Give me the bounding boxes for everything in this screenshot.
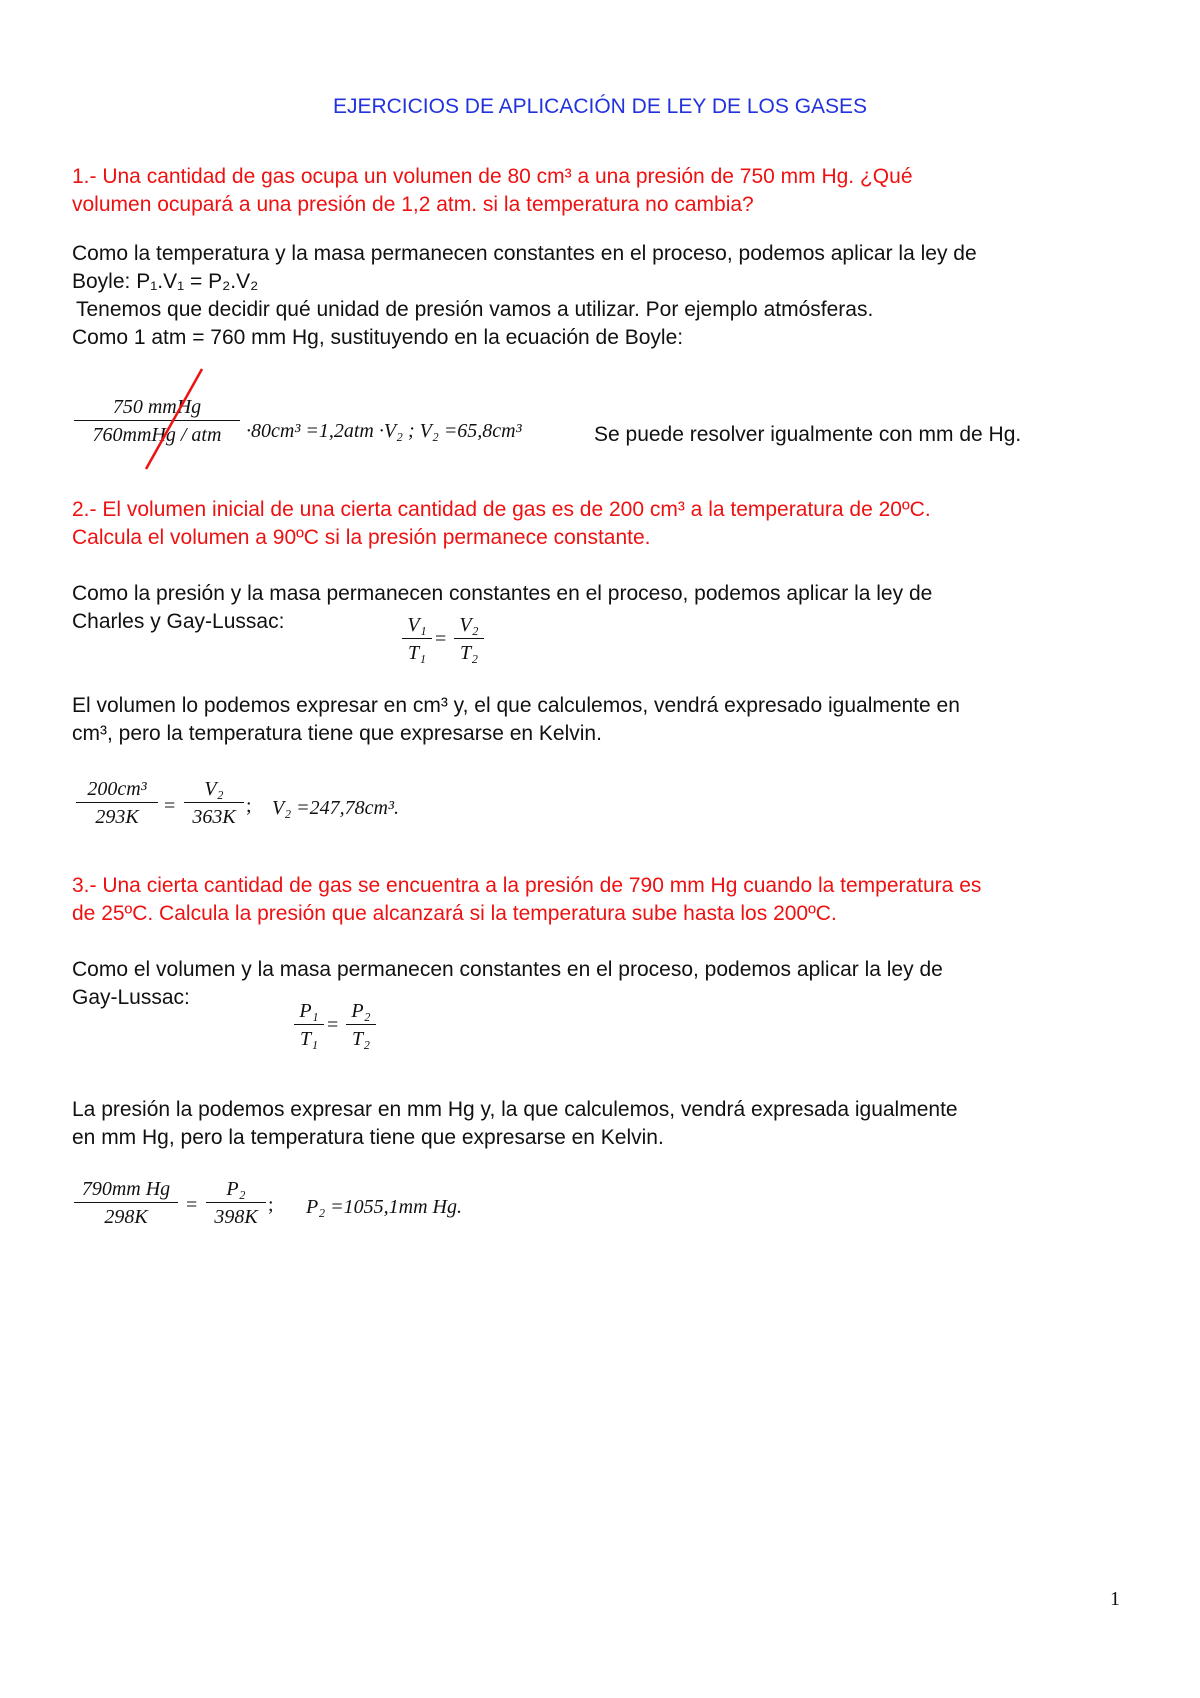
boyle-fraction-denominator: 760mmHg / atm [92, 424, 222, 446]
exercise-2-question-line: Calcula el volumen a 90ºC si la presión permanece constante. [72, 526, 651, 549]
explanation-line: en mm Hg, pero la temperatura tiene que expresarse en Kelvin. [72, 1126, 664, 1149]
semicolon: ; [246, 795, 252, 817]
exercise-2-explanation [72, 580, 1128, 636]
exercise-1-explanation [72, 240, 1128, 352]
exercise-2-question [72, 496, 1128, 552]
exercise-2-units-note [72, 692, 1128, 748]
exercise-3-question-line: de 25ºC. Calcula la presión que alcanzará si la temperatura sube hasta los 200ºC. [72, 902, 837, 925]
explanation-line: Boyle: P₁.V₁ = P₂.V₂ [72, 270, 259, 293]
exercise-1-question-line: 1.- Una cantidad de gas ocupa un volumen de 80 cm³ a una presión de 750 mm Hg. ¿Qué [72, 165, 913, 188]
fraction-denominator: 363K [192, 806, 236, 828]
explanation-line: La presión la podemos expresar en mm Hg y, la que calculemos, vendrá expresada igualmente [72, 1098, 958, 1121]
fraction-numerator: P₂ [346, 1000, 376, 1025]
equals-sign: = [327, 1014, 339, 1036]
fraction-denominator: 298K [104, 1206, 148, 1228]
exercise-1-question [72, 163, 1128, 219]
explanation-line: El volumen lo podemos expresar en cm³ y, el que calculemos, vendrá expresado igualmente en [72, 694, 960, 717]
charles-law-right-fraction [454, 614, 484, 665]
explanation-line: Charles y Gay-Lussac: [72, 610, 285, 633]
boyle-equation-rest: ·80cm³ =1,2atm ·V₂ ; V₂ =65,8cm³ [246, 420, 522, 442]
charles-eq-right-fraction [184, 778, 244, 829]
fraction-numerator: V₂ [184, 778, 244, 803]
equals-sign: = [435, 628, 447, 650]
boyle-fraction-numerator: 750 mmHg [74, 396, 240, 421]
fraction-numerator: 790mm Hg [74, 1178, 178, 1203]
explanation-line: Gay-Lussac: [72, 986, 190, 1009]
explanation-line: Como 1 atm = 760 mm Hg, sustituyendo en la ecuación de Boyle: [72, 326, 684, 349]
charles-eq-left-fraction [76, 778, 158, 829]
page-number: 1 [1110, 1588, 1120, 1610]
fraction-numerator: P₁ [294, 1000, 324, 1025]
gay-lussac-law-right-fraction [346, 1000, 376, 1051]
explanation-line: Como la temperatura y la masa permanecen constantes en el proceso, podemos aplicar la ley de [72, 242, 977, 265]
fraction-denominator: T₂ [351, 1028, 371, 1050]
fraction-denominator: 293K [95, 806, 139, 828]
boyle-equation-note: Se puede resolver igualmente con mm de Hg. [594, 423, 1022, 446]
equals-sign: = [186, 1194, 198, 1216]
exercise-2-question-line: 2.- El volumen inicial de una cierta cantidad de gas es de 200 cm³ a la temperatura de 20ºC. [72, 498, 931, 521]
unit-cancel-strike [140, 365, 210, 475]
fraction-numerator: P₂ [206, 1178, 266, 1203]
exercise-3-units-note [72, 1096, 1128, 1152]
exercise-1-question-line: volumen ocupará a una presión de 1,2 atm. si la temperatura no cambia? [72, 193, 754, 216]
charles-result: V₂ =247,78cm³. [272, 797, 399, 819]
explanation-line: Como el volumen y la masa permanecen constantes en el proceso, podemos aplicar la ley de [72, 958, 943, 981]
gay-lussac-eq-left-fraction [74, 1178, 178, 1229]
document-title: EJERCICIOS DE APLICACIÓN DE LEY DE LOS GASES [332, 95, 868, 118]
gay-lussac-law-left-fraction [294, 1000, 324, 1051]
equals-sign: = [164, 795, 176, 817]
exercise-3-question-line: 3.- Una cierta cantidad de gas se encuentra a la presión de 790 mm Hg cuando la temperatura es [72, 874, 982, 897]
fraction-numerator: 200cm³ [76, 778, 158, 803]
explanation-line: cm³, pero la temperatura tiene que expresarse en Kelvin. [72, 722, 602, 745]
semicolon: ; [268, 1194, 274, 1216]
gay-lussac-result: P₂ =1055,1mm Hg. [306, 1196, 462, 1218]
explanation-line: Como la presión y la masa permanecen constantes en el proceso, podemos aplicar la ley de [72, 582, 933, 605]
gay-lussac-eq-right-fraction [206, 1178, 266, 1229]
exercise-3-question [72, 872, 1128, 928]
fraction-denominator: 398K [214, 1206, 258, 1228]
explanation-line: Tenemos que decidir qué unidad de presión vamos a utilizar. Por ejemplo atmósferas. [76, 298, 874, 321]
fraction-denominator: T₂ [459, 642, 479, 664]
fraction-numerator: V₁ [402, 614, 432, 639]
charles-law-left-fraction [402, 614, 432, 665]
fraction-denominator: T₁ [407, 642, 427, 664]
fraction-numerator: V₂ [454, 614, 484, 639]
exercise-3-explanation [72, 956, 1128, 1012]
fraction-denominator: T₁ [299, 1028, 319, 1050]
